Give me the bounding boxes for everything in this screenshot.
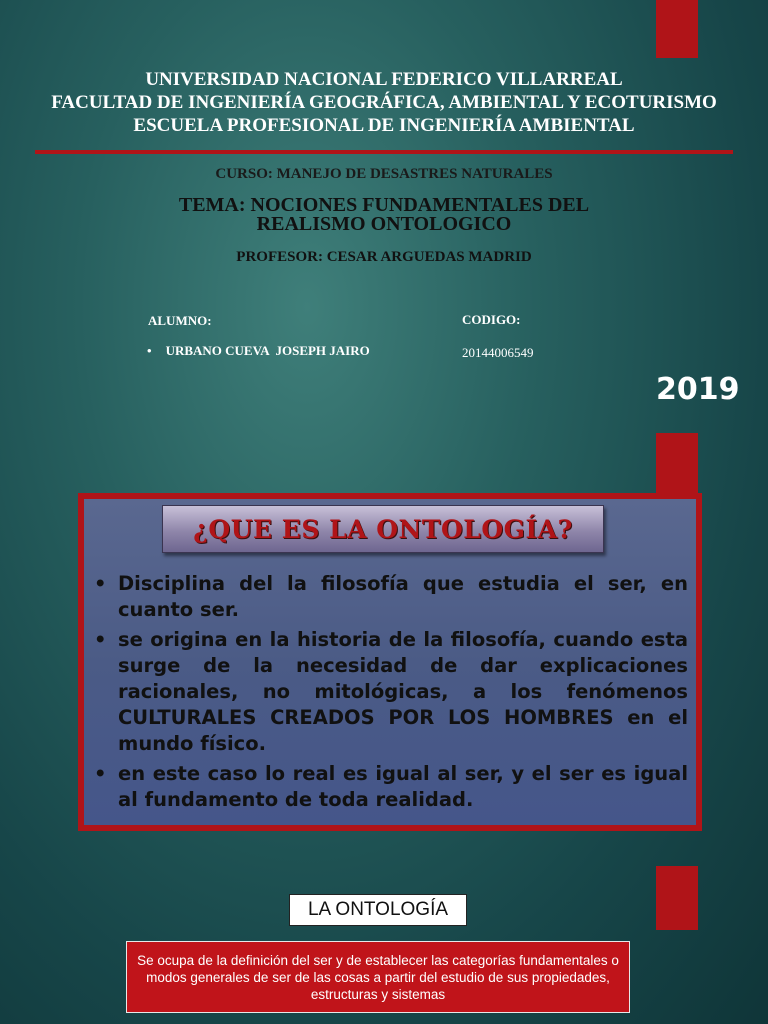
ontology-title: ¿QUE ES LA ONTOLOGÍA? bbox=[193, 514, 573, 544]
student-label: ALUMNO: bbox=[148, 313, 212, 328]
list-item: • se origina en la historia de la filosofía, cuando esta surge de la necesidad de dar explicaciones racionales, no mitológicas, a los fenómenos CULTURALES CREADOS POR LOS HOMBRES en el mundo físico. bbox=[90, 627, 688, 757]
bullet-icon: • bbox=[147, 343, 152, 358]
red-accent-bar-middle bbox=[656, 433, 698, 495]
topic-line-2: REALISMO ONTOLOGICO bbox=[256, 213, 512, 235]
ontology-label-box: LA ONTOLOGÍA bbox=[289, 894, 467, 926]
ontology-bullet-list bbox=[90, 571, 688, 817]
list-item: • Disciplina del la filosofía que estudia el ser, en cuanto ser. bbox=[90, 571, 688, 623]
professor-name: PROFESOR: CESAR ARGUEDAS MADRID bbox=[236, 249, 532, 265]
ontology-question-panel bbox=[78, 493, 702, 831]
ontology-question-panel-inner bbox=[84, 499, 696, 825]
list-item: • en este caso lo real es igual al ser, y el ser es igual al fundamento de toda realidad. bbox=[90, 761, 688, 813]
course-title: CURSO: MANEJO DE DESASTRES NATURALES bbox=[215, 166, 553, 182]
ontology-definition-box: Se ocupa de la definición del ser y de establecer las categorías fundamentales o modos generales de ser de las cosas a partir del estudio de sus propiedades, estructuras y sistemas bbox=[126, 941, 630, 1013]
header-line-university: UNIVERSIDAD NACIONAL FEDERICO VILLARREAL bbox=[145, 69, 623, 90]
header-line-faculty: FACULTAD DE INGENIERÍA GEOGRÁFICA, AMBIENTAL Y ECOTURISMO bbox=[51, 92, 717, 113]
topic-title bbox=[0, 196, 768, 234]
code-label: CODIGO: bbox=[462, 312, 521, 327]
ontology-title-banner bbox=[162, 505, 604, 553]
year: 2019 bbox=[656, 372, 740, 407]
header-divider bbox=[35, 150, 733, 154]
topic-line-1: TEMA: NOCIONES FUNDAMENTALES DEL bbox=[178, 194, 590, 216]
header-line-school: ESCUELA PROFESIONAL DE INGENIERÍA AMBIENTAL bbox=[133, 115, 635, 136]
student-name-text: URBANO CUEVA JOSEPH JAIRO bbox=[165, 343, 370, 358]
code-value: 20144006549 bbox=[462, 345, 534, 360]
university-header bbox=[0, 68, 768, 137]
student-name bbox=[147, 343, 370, 359]
red-accent-bar-bottom bbox=[656, 866, 698, 930]
red-accent-bar-top bbox=[656, 0, 698, 58]
